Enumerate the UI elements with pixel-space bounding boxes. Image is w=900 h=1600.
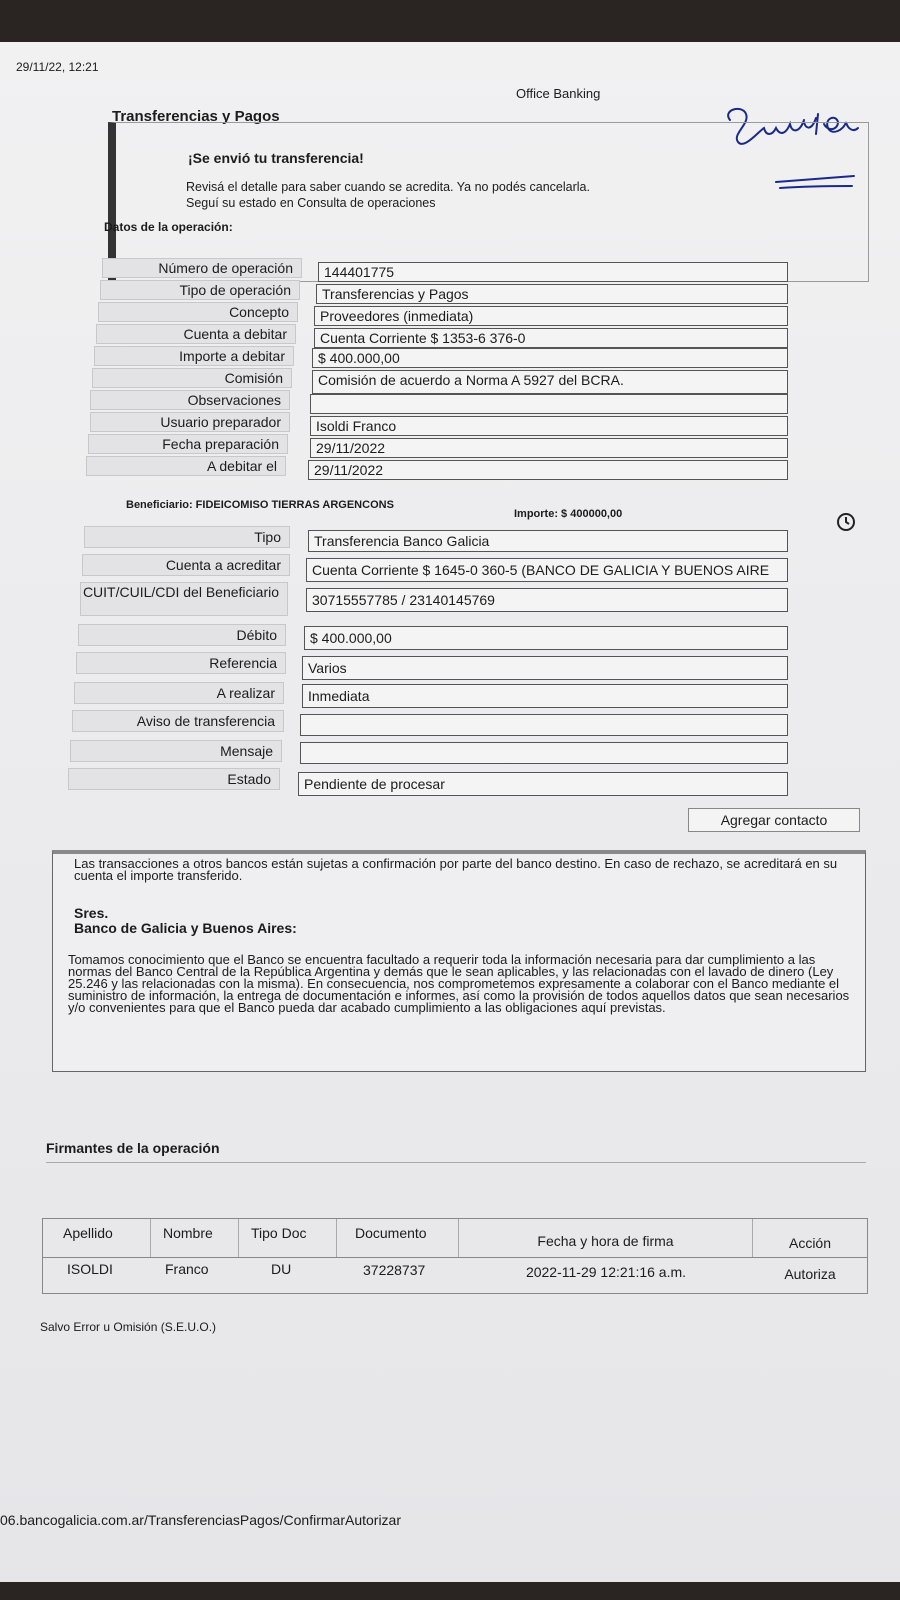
row-cell: Autoriza: [784, 1266, 836, 1282]
header-cell: Nombre: [151, 1219, 239, 1257]
row-cell: Franco: [165, 1261, 209, 1277]
row-cell: 37228737: [363, 1262, 426, 1278]
benef-value: Inmediata: [302, 684, 788, 708]
disclaimer-legal-text: Tomamos conocimiento que el Banco se encuentra facultado a requerir toda la información necesaria para dar cumplimiento a las normas del Banco Central de la República Argentina y demás que le sean aplicables, y las relacionadas con el lavado de dinero (Ley 25.246 y las relacionadas con la misma). En consecuencia, nos comprometemos expresamente a colaborar con el Banco mediante el suministro de información, la entrega de documentación e informes, así como la provisión de todos aquellos datos que sean necesarios y/o convenientes para que el Banco pueda dar acabado cumplimiento a las obligaciones aquí previstas.: [68, 952, 850, 1015]
op-label: Cuenta a debitar: [96, 324, 296, 344]
op-value: Proveedores (inmediata): [314, 306, 788, 326]
importe-label: Importe: $ 400000,00: [514, 508, 623, 520]
benef-value: [300, 714, 788, 736]
firmantes-table: [42, 1218, 868, 1294]
benef-label: Débito: [78, 624, 286, 646]
benef-value: Cuenta Corriente $ 1645-0 360-5 (BANCO DE GALICIA Y BUENOS AIRE: [306, 558, 788, 582]
benef-label: Tipo: [84, 526, 290, 548]
benef-value: Varios: [302, 656, 788, 680]
clock-icon[interactable]: [836, 512, 856, 532]
benef-value: 30715557785 / 23140145769: [306, 588, 788, 612]
section-divider: [46, 1162, 866, 1163]
op-label: Número de operación: [102, 258, 302, 278]
table-row: [43, 1257, 867, 1293]
benef-label: Estado: [68, 768, 280, 790]
op-label: Usuario preparador: [90, 412, 290, 432]
op-value: 29/11/2022: [308, 460, 788, 480]
benef-value: $ 400.000,00: [304, 626, 788, 650]
op-value: Cuenta Corriente $ 1353-6 376-0: [314, 328, 788, 348]
header-cell: Apellido: [43, 1219, 151, 1257]
op-label: Tipo de operación: [100, 280, 300, 300]
row-cell: 2022-11-29 12:21:16 a.m.: [525, 1264, 687, 1280]
benef-label: CUIT/CUIL/CDI del Beneficiario: [80, 582, 288, 616]
header-cell: Tipo Doc: [239, 1219, 337, 1257]
benef-label: A realizar: [74, 682, 284, 704]
notice-title: ¡Se envió tu transferencia!: [188, 150, 364, 166]
op-label: Comisión: [92, 368, 292, 388]
benef-label: Referencia: [76, 652, 286, 674]
op-value: [310, 394, 788, 414]
table-header: [43, 1219, 867, 1258]
row-cell: DU: [271, 1261, 292, 1277]
op-value: Comisión de acuerdo a Norma A 5927 del BCRA.: [312, 370, 788, 394]
op-value: $ 400.000,00: [312, 348, 788, 368]
benef-label: Aviso de transferencia: [72, 710, 284, 732]
header-cell: Documento: [337, 1219, 459, 1257]
header-cell: Acción: [788, 1235, 832, 1251]
page-title: Transferencias y Pagos: [112, 108, 280, 125]
op-value: 29/11/2022: [310, 438, 788, 458]
benef-value: Pendiente de procesar: [298, 772, 788, 796]
benef-value: Transferencia Banco Galicia: [308, 530, 788, 552]
op-label: Importe a debitar: [94, 346, 294, 366]
op-value: 144401775: [318, 262, 788, 282]
op-label: Fecha preparación: [88, 434, 288, 454]
op-label: A debitar el: [86, 456, 286, 476]
salutation-sres: Sres.: [74, 905, 109, 921]
office-banking-label: Office Banking: [516, 86, 601, 101]
op-value: Isoldi Franco: [310, 416, 788, 436]
benef-label: Cuenta a acreditar: [82, 554, 290, 576]
agregar-contacto-button[interactable]: Agregar contacto: [688, 808, 860, 832]
op-value: Transferencias y Pagos: [316, 284, 788, 304]
disclaimer-salutation: [74, 906, 297, 936]
notice-line-2: Seguí su estado en Consulta de operaciones: [186, 196, 436, 210]
row-cell: ISOLDI: [67, 1261, 113, 1277]
seuo-note: Salvo Error u Omisión (S.E.U.O.): [40, 1320, 217, 1334]
notice-line-1: Revisá el detalle para saber cuando se acredita. Ya no podés cancelarla.: [186, 180, 590, 194]
print-date: 29/11/22, 12:21: [16, 60, 99, 74]
op-label: Observaciones: [90, 390, 290, 410]
page-url: 06.bancogalicia.com.ar/TransferenciasPagos/ConfirmarAutorizar: [0, 1512, 401, 1528]
firmantes-title: Firmantes de la operación: [46, 1140, 220, 1156]
op-label: Concepto: [98, 302, 298, 322]
salutation-bank: Banco de Galicia y Buenos Aires:: [74, 920, 297, 936]
datos-operacion-label: Datos de la operación:: [104, 220, 233, 234]
document-page: [0, 42, 900, 1582]
benef-value: [300, 742, 788, 764]
benef-label: Mensaje: [70, 740, 282, 762]
beneficiario-label: Beneficiario: FIDEICOMISO TIERRAS ARGENCONS: [126, 499, 394, 511]
disclaimer-paragraph: Las transacciones a otros bancos están sujetas a confirmación por parte del banco destino. En caso de rechazo, se acreditará en su cuenta el importe transferido.: [74, 856, 838, 883]
header-cell: Fecha y hora de firma: [459, 1219, 753, 1257]
